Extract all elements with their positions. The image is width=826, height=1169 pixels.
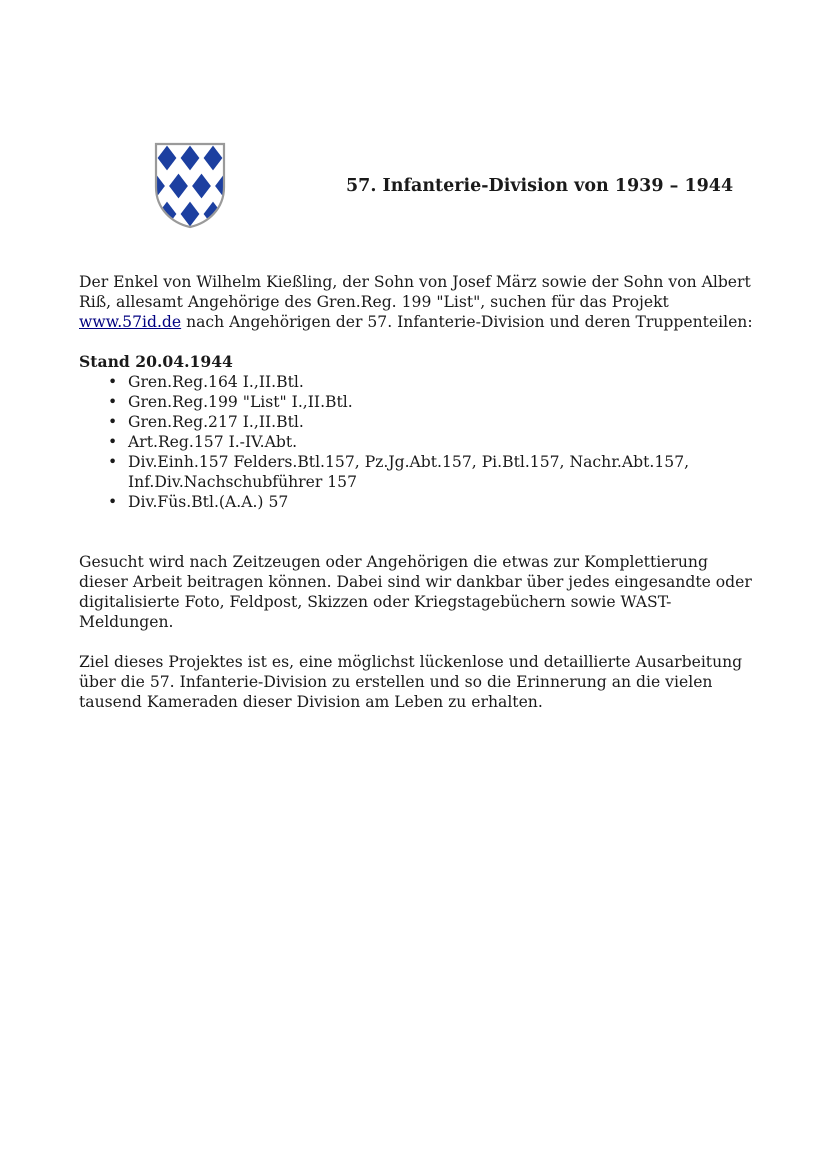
intro-text-before-link: Der Enkel von Wilhelm Kießling, der Sohn von Josef März sowie der Sohn von Albert Riß, allesamt Angehörige des Gren.Reg. 199 "List", suchen für das Projekt [79, 273, 751, 311]
goal-paragraph: Ziel dieses Projektes ist es, eine möglichst lückenlose und detaillierte Ausarbeitung über die 57. Infanterie-Division zu erstellen und so die Erinnerung an die vielen tausend Kameraden dieser Division am Leben zu erhalten. [79, 653, 743, 711]
bullet-icon: • [108, 453, 118, 471]
list-item [108, 372, 759, 392]
list-item-text: Art.Reg.157 I.-IV.Abt. [128, 433, 298, 451]
intro-paragraph [79, 272, 759, 332]
list-item [108, 392, 759, 412]
search-paragraph: Gesucht wird nach Zeitzeugen oder Angehörigen die etwas zur Komplettierung dieser Arbeit beitragen können. Dabei sind wir dankbar über jedes eingesandte oder digitalisierte Foto, Feldpost, Skizzen oder Kriegstagebüchern sowie WAST-Meldungen. [79, 553, 752, 631]
crest-lozenge [192, 141, 211, 142]
list-item-text: Div.Füs.Btl.(A.A.) 57 [128, 493, 289, 511]
crest-lozenge [153, 141, 165, 142]
stand-heading: Stand 20.04.1944 [79, 352, 233, 371]
crest-lozenge [215, 141, 227, 142]
list-item [108, 492, 759, 512]
list-item-text: Gren.Reg.217 I.,II.Btl. [128, 413, 304, 431]
list-item [108, 432, 759, 452]
document-body [79, 272, 759, 732]
project-website-link[interactable]: www.57id.de [79, 313, 182, 331]
bullet-icon: • [108, 433, 118, 451]
bullet-icon: • [108, 373, 118, 391]
bullet-icon: • [108, 413, 118, 431]
intro-text-after-link: nach Angehörigen der 57. Infanterie-Division und deren Truppenteilen: [181, 313, 753, 331]
list-item [108, 412, 759, 432]
bullet-icon: • [108, 493, 118, 511]
division-crest-logo [153, 141, 227, 229]
bullet-icon: • [108, 393, 118, 411]
list-item [108, 452, 759, 492]
list-item-text: Gren.Reg.164 I.,II.Btl. [128, 373, 304, 391]
list-item-text: Gren.Reg.199 "List" I.,II.Btl. [128, 393, 353, 411]
page-title: 57. Infanterie-Division von 1939 – 1944 [346, 176, 734, 196]
crest-lozenge [169, 141, 188, 142]
unit-list [79, 372, 759, 512]
list-item-text: Div.Einh.157 Felders.Btl.157, Pz.Jg.Abt.157, Pi.Btl.157, Nachr.Abt.157, Inf.Div.Nachschubführer 157 [128, 453, 690, 491]
